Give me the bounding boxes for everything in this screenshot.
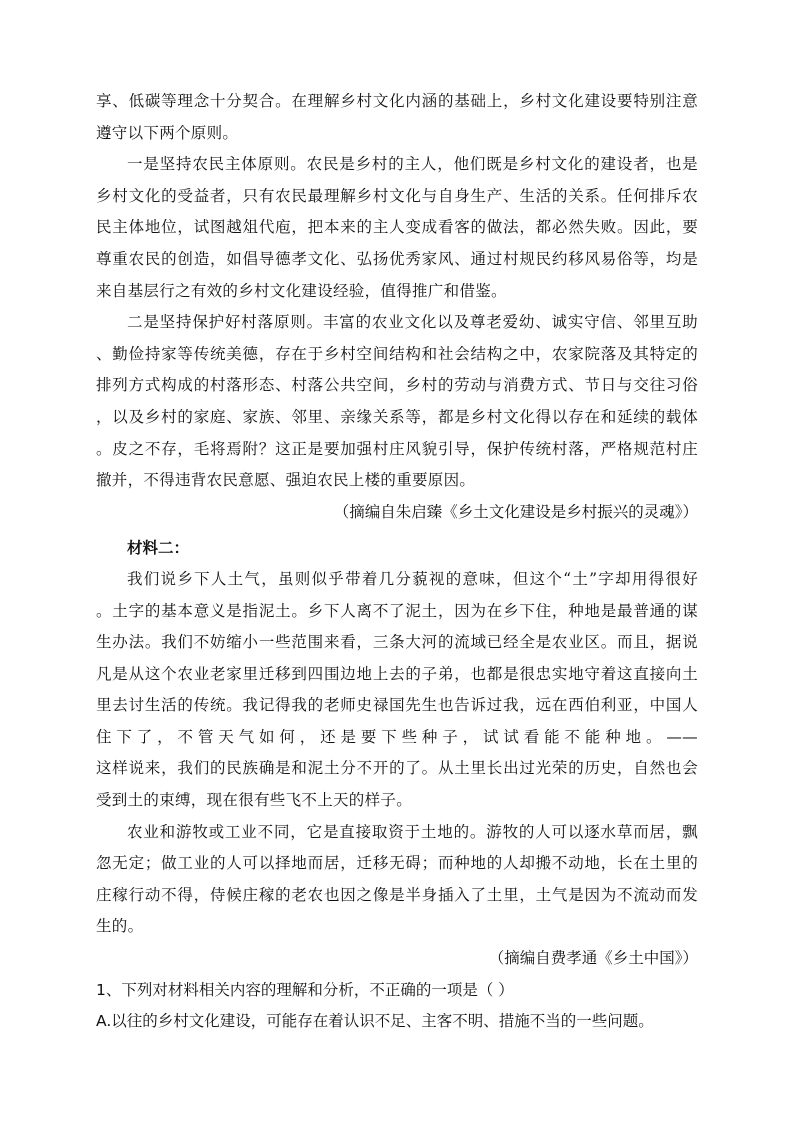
- text-line: 农业和游牧或工业不同，它是直接取资于土地的。游牧的人可以逐水草而居，飘: [127, 822, 698, 841]
- source-citation-1: （摘编自朱启臻《乡土文化建设是乡村振兴的灵魂》）: [333, 502, 698, 521]
- paragraph-material-2-b: [96, 817, 698, 943]
- text-line: 遵守以下两个原则。: [96, 123, 239, 142]
- text-line: 凡是从这个农业老家里迁移到四围边地上去的子弟，也都是很忠实地守着这直接向土: [96, 664, 698, 683]
- text-line: 生办法。我们不妨缩小一些范围来看，三条大河的流域已经全是农业区。而且，据说: [96, 633, 698, 652]
- paragraph-material-2-a: [96, 564, 698, 817]
- text-line: 生的。: [96, 917, 144, 936]
- text-line: 、勤俭持家等传统美德，存在于乡村空间结构和社会结构之中，农家院落及其特定的: [96, 344, 698, 363]
- text-line: 来自基层行之有效的乡村文化建设经验，值得推广和借鉴。: [96, 281, 507, 300]
- paragraph-continuation: [96, 86, 698, 149]
- text-line: 。土字的基本意义是指泥土。乡下人离不了泥土，因为在乡下住，种地是最普通的谋: [96, 601, 698, 620]
- text-line: 排列方式构成的村落形态、村落公共空间，乡村的劳动与消费方式、节日与交往习俗: [96, 376, 698, 395]
- text-line: 我们说乡下人土气，虽则似乎带着几分藐视的意味，但这个“土”字却用得很好: [127, 569, 698, 588]
- paragraph-principle-1: [96, 149, 698, 307]
- text-line: 民主体地位，试图越俎代庖，把本来的主人变成看客的做法，都必然失败。因此，要: [96, 218, 698, 237]
- question-stem: 1、下列对材料相关内容的理解和分析，不正确的一项是（ ）: [96, 980, 514, 999]
- source-citation-2: （摘编自费孝通《乡土中国》）: [488, 949, 698, 968]
- text-line: ，以及乡村的家庭、家族、邻里、亲缘关系等，都是乡村文化得以存在和延续的载体: [96, 407, 698, 426]
- text-line: 里去讨生活的传统。我记得我的老师史禄国先生也告诉过我，远在西伯利亚，中国人: [96, 696, 698, 715]
- text-line: 住下了，不管天气如何，还是要下些种子，试试看能不能种地。——: [96, 727, 698, 746]
- text-line: 乡村文化的受益者，只有农民最理解乡村文化与自身生产、生活的关系。任何排斥农: [96, 186, 698, 205]
- text-line: 二是坚持保护好村落原则。丰富的农业文化以及尊老爱幼、诚实守信、邻里互助: [127, 313, 698, 332]
- text-line: 尊重农民的创造，如倡导德孝文化、弘扬优秀家风、通过村规民约移风易俗等，均是: [96, 249, 698, 268]
- document-page: [96, 86, 698, 1037]
- text-line: 庄稼行动不得，侍候庄稼的老农也因之像是半身插入了土里，土气是因为不流动而发: [96, 885, 698, 904]
- text-line: 。皮之不存，毛将焉附？这正是要加强村庄风貌引导，保护传统村落，严格规范村庄: [96, 439, 698, 458]
- material-2-heading: 材料二：: [127, 538, 190, 558]
- question-option-a: A.以往的乡村文化建设，可能存在着认识不足、主客不明、措施不当的一些问题。: [96, 1011, 654, 1030]
- text-line: 一是坚持农民主体原则。农民是乡村的主人，他们既是乡村文化的建设者，也是: [127, 155, 698, 174]
- paragraph-principle-2: [96, 307, 698, 497]
- text-line: 撤并，不得违背农民意愿、强迫农民上楼的重要原因。: [96, 471, 476, 490]
- text-line: 忽无定；做工业的人可以择地而居，迁移无碍；而种地的人却搬不动地，长在土里的: [96, 854, 698, 873]
- text-line: 享、低碳等理念十分契合。在理解乡村文化内涵的基础上，乡村文化建设要特别注意: [96, 92, 698, 110]
- text-line: 受到土的束缚，现在很有些飞不上天的样子。: [96, 791, 413, 810]
- text-line: 这样说来，我们的民族确是和泥土分不开的了。从土里长出过光荣的历史，自然也会: [96, 759, 698, 778]
